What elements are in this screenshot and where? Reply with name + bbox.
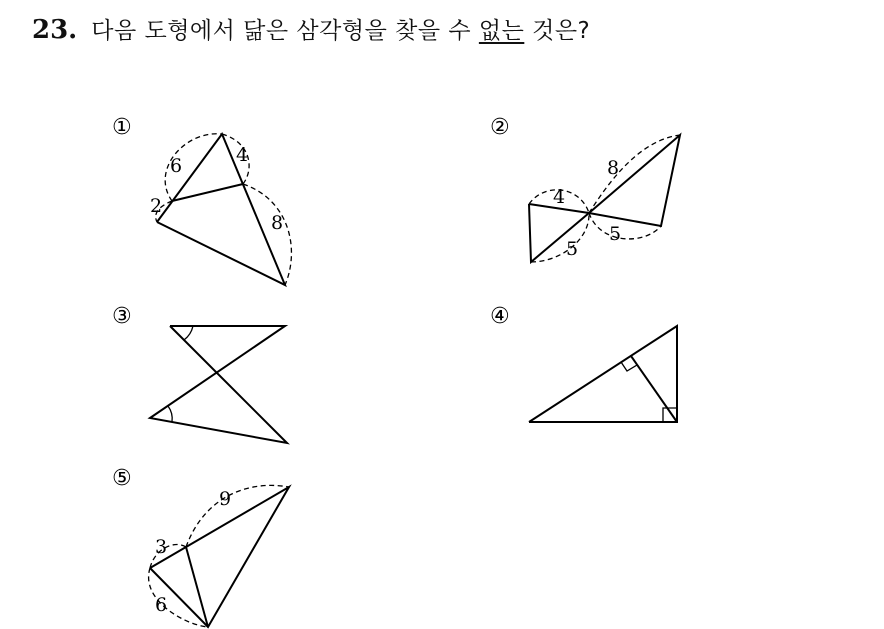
- option-4-altitude: [631, 356, 677, 422]
- option-2-label-5-right: 5: [609, 223, 622, 245]
- option-4-right-triangle: [529, 326, 677, 422]
- option-2-bowtie: [529, 135, 680, 262]
- option-1-marker: ①: [112, 115, 132, 140]
- option-2-label-8: 8: [607, 157, 620, 179]
- option-3-zigzag: [150, 326, 287, 443]
- option-5-label-3: 3: [155, 536, 168, 558]
- option-3-marker: ③: [112, 304, 132, 329]
- option-4-right-angle-altitude: [621, 362, 637, 371]
- option-2-figure[interactable]: [490, 115, 680, 262]
- option-1-label-2: 2: [150, 195, 163, 217]
- option-1-label-8: 8: [271, 212, 284, 234]
- question-text-underlined: 없는: [478, 18, 525, 44]
- option-1-label-6: 6: [170, 155, 183, 177]
- question-text-before: 다음 도형에서 닮은 삼각형을 찾을 수: [91, 18, 479, 44]
- option-1-arc-8: [243, 184, 291, 285]
- option-2-arc-5-right: [589, 213, 661, 239]
- option-3-angle-bottom: [168, 406, 172, 422]
- question-text-after: 것은?: [524, 18, 591, 44]
- option-5-label-9: 9: [219, 488, 232, 510]
- option-3-angle-top: [184, 326, 193, 340]
- option-5-marker: ⑤: [112, 466, 132, 491]
- option-5-label-6: 6: [155, 594, 168, 616]
- option-4-marker: ④: [490, 304, 510, 329]
- option-1-label-4: 4: [236, 144, 249, 166]
- option-2-marker: ②: [490, 115, 510, 140]
- option-4-figure[interactable]: [490, 304, 677, 422]
- question-number: 23.: [32, 15, 78, 45]
- option-3-figure[interactable]: [112, 304, 287, 443]
- option-2-label-5-left: 5: [566, 238, 579, 260]
- option-5-figure[interactable]: [112, 466, 289, 627]
- option-2-label-4: 4: [553, 186, 566, 208]
- option-1-figure[interactable]: [112, 115, 291, 285]
